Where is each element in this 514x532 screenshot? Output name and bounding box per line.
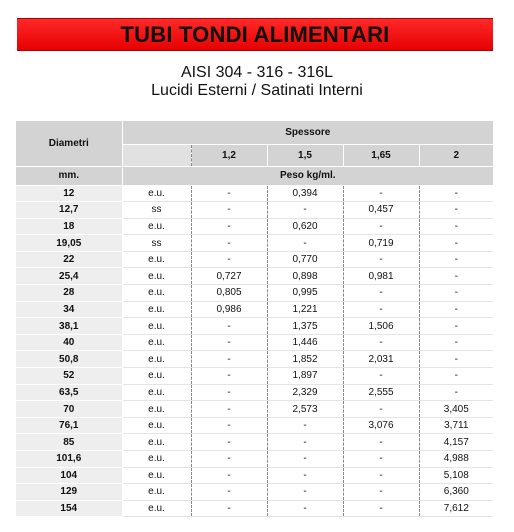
weight-cell-1-2: - — [191, 384, 267, 401]
weight-cell-1-5: 1,852 — [267, 351, 343, 368]
table-row — [16, 417, 493, 434]
weight-cell-2: - — [419, 334, 493, 351]
weight-cell-1-65: 2,031 — [343, 351, 419, 368]
type-cell: e.u. — [122, 301, 191, 318]
table-row — [16, 301, 493, 318]
table-row — [16, 451, 493, 468]
weight-cell-1-5: 0,770 — [267, 251, 343, 268]
weight-cell-1-65: 2,555 — [343, 384, 419, 401]
weight-cell-1-2: - — [191, 351, 267, 368]
type-cell: e.u. — [122, 351, 191, 368]
weight-cell-1-65: - — [343, 301, 419, 318]
weight-cell-1-65: - — [343, 451, 419, 468]
weight-cell-1-2: - — [191, 368, 267, 385]
weight-cell-1-65: 0,457 — [343, 202, 419, 219]
weight-cell-1-5: - — [267, 202, 343, 219]
diameter-cell: 22 — [16, 251, 122, 268]
diameter-cell: 76,1 — [16, 417, 122, 434]
table-row — [16, 434, 493, 451]
weight-cell-1-5: 0,394 — [267, 185, 343, 202]
thickness-header-1-65: 1,65 — [343, 144, 419, 166]
type-cell: e.u. — [122, 500, 191, 517]
diameter-cell: 40 — [16, 334, 122, 351]
weight-cell-1-5: - — [267, 235, 343, 252]
weight-cell-1-65: 0,719 — [343, 235, 419, 252]
diameter-cell: 34 — [16, 301, 122, 318]
weight-cell-1-5: - — [267, 451, 343, 468]
weight-cell-1-65: - — [343, 467, 419, 484]
table-row — [16, 318, 493, 335]
type-cell: e.u. — [122, 451, 191, 468]
weight-cell-1-5: 2,573 — [267, 401, 343, 418]
type-cell: e.u. — [122, 467, 191, 484]
type-cell: e.u. — [122, 185, 191, 202]
weight-cell-1-2: - — [191, 401, 267, 418]
diameter-cell: 52 — [16, 368, 122, 385]
table-row — [16, 484, 493, 501]
table-row — [16, 500, 493, 517]
weight-cell-2: 4,988 — [419, 451, 493, 468]
weight-cell-2: - — [419, 235, 493, 252]
diameter-cell: 129 — [16, 484, 122, 501]
diameter-cell: 70 — [16, 401, 122, 418]
weight-cell-1-5: 1,221 — [267, 301, 343, 318]
table-row — [16, 202, 493, 219]
type-cell: e.u. — [122, 318, 191, 335]
table-row — [16, 218, 493, 235]
material-subtitle: AISI 304 - 316 - 316L — [180, 64, 334, 81]
diameter-cell: 85 — [16, 434, 122, 451]
weight-cell-2: 5,108 — [419, 467, 493, 484]
page-title: TUBI TONDI ALIMENTARI — [120, 21, 390, 47]
weight-cell-1-65: - — [343, 285, 419, 302]
weight-cell-1-2: - — [191, 202, 267, 219]
weight-cell-2: - — [419, 351, 493, 368]
weight-cell-1-65: 0,981 — [343, 268, 419, 285]
weight-cell-1-5: 0,898 — [267, 268, 343, 285]
type-cell: e.u. — [122, 484, 191, 501]
diameter-cell: 104 — [16, 467, 122, 484]
type-cell: e.u. — [122, 285, 191, 302]
weight-cell-2: - — [419, 218, 493, 235]
weight-cell-1-5: 1,897 — [267, 368, 343, 385]
table-row — [16, 467, 493, 484]
weight-cell-1-2: - — [191, 500, 267, 517]
table-row — [16, 368, 493, 385]
type-cell: e.u. — [122, 268, 191, 285]
weight-unit-header: Peso kg/ml. — [122, 166, 493, 185]
type-cell: e.u. — [122, 251, 191, 268]
weight-cell-1-65: - — [343, 500, 419, 517]
table-row — [16, 334, 493, 351]
table-row — [16, 268, 493, 285]
weight-cell-1-65: - — [343, 401, 419, 418]
weight-cell-1-2: - — [191, 185, 267, 202]
type-cell: e.u. — [122, 218, 191, 235]
finish-subtitle: Lucidi Esterni / Satinati Interni — [151, 82, 363, 99]
diameter-cell: 18 — [16, 218, 122, 235]
type-cell: e.u. — [122, 401, 191, 418]
weight-cell-1-2: - — [191, 251, 267, 268]
weight-cell-1-2: - — [191, 417, 267, 434]
weight-cell-2: - — [419, 202, 493, 219]
tube-weight-table — [16, 121, 493, 517]
weight-cell-1-65: - — [343, 334, 419, 351]
weight-cell-1-5: - — [267, 500, 343, 517]
diameter-cell: 154 — [16, 500, 122, 517]
weight-cell-2: 3,711 — [419, 417, 493, 434]
weight-cell-2: 7,612 — [419, 500, 493, 517]
diameter-cell: 12 — [16, 185, 122, 202]
weight-cell-1-5: 1,375 — [267, 318, 343, 335]
type-cell: e.u. — [122, 434, 191, 451]
weight-cell-1-5: - — [267, 484, 343, 501]
weight-cell-2: 3,405 — [419, 401, 493, 418]
weight-cell-1-65: 1,506 — [343, 318, 419, 335]
weight-cell-1-5: 2,329 — [267, 384, 343, 401]
diameter-cell: 50,8 — [16, 351, 122, 368]
weight-cell-2: 6,360 — [419, 484, 493, 501]
weight-cell-1-65: - — [343, 185, 419, 202]
weight-cell-1-2: - — [191, 218, 267, 235]
weight-cell-2: - — [419, 301, 493, 318]
weight-cell-1-2: - — [191, 318, 267, 335]
diameter-cell: 19,05 — [16, 235, 122, 252]
unit-mm-header: mm. — [16, 166, 122, 185]
weight-cell-1-5: - — [267, 434, 343, 451]
thickness-header-1-5: 1,5 — [267, 144, 343, 166]
table-row — [16, 185, 493, 202]
weight-cell-2: - — [419, 384, 493, 401]
weight-cell-1-5: 0,995 — [267, 285, 343, 302]
weight-cell-2: - — [419, 285, 493, 302]
weight-cell-2: - — [419, 251, 493, 268]
weight-cell-2: - — [419, 368, 493, 385]
weight-cell-1-2: - — [191, 467, 267, 484]
weight-cell-1-2: 0,986 — [191, 301, 267, 318]
weight-cell-1-65: - — [343, 434, 419, 451]
weight-cell-1-2: - — [191, 484, 267, 501]
type-cell: e.u. — [122, 384, 191, 401]
diametri-header: Diametri — [16, 121, 122, 166]
diameter-cell: 28 — [16, 285, 122, 302]
diameter-cell: 12,7 — [16, 202, 122, 219]
table-row — [16, 384, 493, 401]
weight-cell-2: - — [419, 185, 493, 202]
weight-cell-1-2: - — [191, 434, 267, 451]
weight-cell-1-65: - — [343, 368, 419, 385]
type-cell: e.u. — [122, 417, 191, 434]
type-cell: e.u. — [122, 334, 191, 351]
type-cell: ss — [122, 202, 191, 219]
weight-cell-2: - — [419, 268, 493, 285]
thickness-header-2: 2 — [419, 144, 493, 166]
type-cell: ss — [122, 235, 191, 252]
diameter-cell: 63,5 — [16, 384, 122, 401]
diameter-cell: 25,4 — [16, 268, 122, 285]
table-row — [16, 251, 493, 268]
weight-cell-1-5: - — [267, 417, 343, 434]
spessore-header: Spessore — [122, 121, 493, 144]
weight-cell-1-2: - — [191, 235, 267, 252]
weight-cell-2: - — [419, 318, 493, 335]
table-row — [16, 285, 493, 302]
weight-cell-1-2: 0,727 — [191, 268, 267, 285]
table-row — [16, 401, 493, 418]
table-row — [16, 235, 493, 252]
thickness-header-1-2: 1,2 — [191, 144, 267, 166]
weight-cell-1-65: - — [343, 251, 419, 268]
table-body — [16, 185, 493, 517]
table-row — [16, 351, 493, 368]
weight-cell-1-65: - — [343, 484, 419, 501]
diameter-cell: 101,6 — [16, 451, 122, 468]
type-cell: e.u. — [122, 368, 191, 385]
weight-cell-1-5: 0,620 — [267, 218, 343, 235]
title-banner — [17, 18, 493, 51]
weight-cell-1-65: - — [343, 218, 419, 235]
weight-cell-1-2: 0,805 — [191, 285, 267, 302]
weight-cell-1-2: - — [191, 451, 267, 468]
weight-cell-1-2: - — [191, 334, 267, 351]
type-header-empty — [122, 144, 191, 166]
weight-cell-1-5: - — [267, 467, 343, 484]
weight-cell-1-5: 1,446 — [267, 334, 343, 351]
diameter-cell: 38,1 — [16, 318, 122, 335]
weight-cell-1-65: 3,076 — [343, 417, 419, 434]
weight-cell-2: 4,157 — [419, 434, 493, 451]
